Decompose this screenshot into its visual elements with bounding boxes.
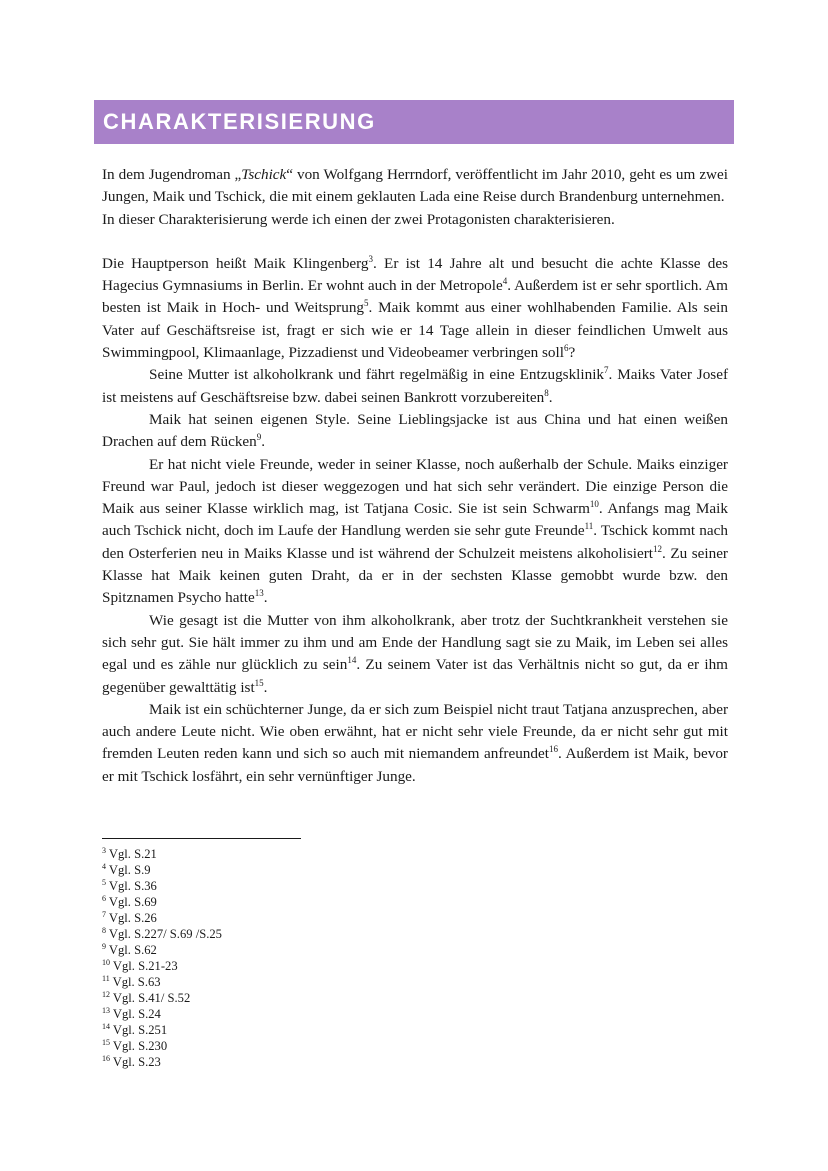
paragraph-text: . [548, 388, 553, 406]
footnote-number: 5 [102, 877, 106, 887]
footnote-ref: 4 [502, 276, 508, 287]
footnote-text: Vgl. S.23 [110, 1055, 161, 1069]
footnote-number: 14 [102, 1021, 110, 1031]
footnote-item [102, 958, 222, 974]
paragraph-text: . Maiks Vater Josef ist meistens auf Geschäftsreise bzw. dabei seinen Bankrott vorzubereiten [102, 366, 728, 406]
footnote-item [102, 926, 222, 942]
paragraph-text: . Tschick kommt nach den Osterferien neu in Maiks Klasse und ist während der Schulzeit meistens alkoholisiert [102, 522, 728, 562]
paragraph-text: Seine Mutter ist alkoholkrank und fährt regelmäßig in eine Entzugsklinik [149, 366, 605, 384]
intro-paragraph [102, 164, 728, 209]
footnote-ref: 10 [589, 499, 599, 510]
footnote-item [102, 878, 222, 894]
paragraph-3 [102, 409, 728, 454]
intro-text-end: “ von Wolfgang Herrndorf, veröffentlicht im Jahr 2010, geht es um zwei Jungen, Maik und Tschick, die mit einem geklauten Lada eine Reise durch Brandenburg unternehmen. [102, 166, 728, 206]
paragraph-text: . [261, 433, 266, 451]
footnote-number: 4 [102, 861, 106, 871]
footnote-text: Vgl. S.36 [106, 879, 157, 893]
paragraph-4 [102, 454, 728, 610]
paragraph-text: . Anfangs mag Maik auch Tschick nicht, doch im Laufe der Handlung werden sie sehr gute Freunde [102, 500, 728, 540]
footnote-text: Vgl. S.9 [106, 863, 151, 877]
footnote-separator [102, 838, 301, 839]
footnote-ref: 7 [604, 365, 609, 376]
footnote-number: 11 [102, 973, 110, 983]
footnote-ref: 8 [544, 387, 549, 398]
footnote-number: 8 [102, 925, 106, 935]
paragraph-2 [102, 364, 728, 409]
footnote-text: Vgl. S.21 [106, 847, 157, 861]
intro-text-start: In dem Jugendroman „ [102, 166, 242, 183]
paragraph-text: Die Hauptperson heißt Maik Klingenberg [102, 254, 369, 272]
paragraph-6 [102, 699, 728, 788]
footnote-item [102, 1006, 222, 1022]
footnote-ref: 3 [368, 253, 374, 264]
footnote-item [102, 862, 222, 878]
footnote-ref: 16 [548, 744, 558, 755]
footnote-number: 9 [102, 941, 106, 951]
paragraph-text: Er hat nicht viele Freunde, weder in seiner Klasse, noch außerhalb der Schule. Maiks einziger Freund war Paul, jedoch ist dieser weggezogen und hat sich sehr verändert. Die einzige Person die Maik aus seiner Klasse wirklich mag, ist Tatjana Cosic. Sie ist sein Schwarm [102, 455, 728, 518]
footnote-item [102, 942, 222, 958]
footnote-item [102, 990, 222, 1006]
footnote-ref: 5 [364, 298, 369, 309]
intro-paragraph-2 [102, 209, 728, 231]
footnote-ref: 12 [653, 543, 663, 554]
footnote-item [102, 974, 222, 990]
footnote-item [102, 846, 222, 862]
footnote-number: 12 [102, 989, 110, 999]
footnote-text: Vgl. S.251 [110, 1023, 168, 1037]
footnote-list [102, 846, 222, 1070]
footnote-text: Vgl. S.21-23 [110, 959, 178, 973]
footnote-number: 3 [102, 845, 106, 855]
footnote-ref: 15 [254, 677, 264, 688]
paragraph-text: . Außerdem ist er sehr sportlich. Am besten ist Maik in Hoch- und Weitsprung [102, 277, 728, 317]
paragraph-text: . Er ist 14 Jahre alt und besucht die achte Klasse des Hagecius Gymnasiums in Berlin. Er wohnt auch in der Metropole [102, 254, 728, 295]
footnote-item [102, 910, 222, 926]
footnote-number: 13 [102, 1005, 110, 1015]
paragraph-text: Wie gesagt ist die Mutter von ihm alkoholkrank, aber trotz der Suchtkrankheit verstehen sie sich sehr gut. Sie hält immer zu ihm und am Ende der Handlung sagt sie zu Maik, im Leben sei alles egal und es zähle nur glücklich zu sein [102, 611, 728, 674]
footnote-number: 15 [102, 1037, 110, 1047]
intro-line-2: In dieser Charakterisierung werde ich einen der zwei Protagonisten charakterisieren. [102, 210, 615, 228]
paragraph-text: . [263, 589, 268, 607]
paragraph-text: . Zu seiner Klasse hat Maik keinen guten Draht, da er in der sechsten Klasse gemobbt wurde bzw. den Spitznamen Psycho hatte [102, 544, 728, 607]
paragraph-text: . Maik kommt aus einer wohlhabenden Familie. Als sein Vater auf Geschäftsreise ist, fragt er sich wie er 14 Tage allein in dieser feindlichen Umwelt aus Swimmingpool, Klimaanlage, Pizzadienst und Videobeamer verbringen soll [102, 299, 728, 362]
footnote-text: Vgl. S.227/ S.69 /S.25 [106, 927, 222, 941]
footnote-text: Vgl. S.62 [106, 943, 157, 957]
footnote-ref: 9 [256, 432, 262, 443]
document-body [102, 164, 728, 788]
footnote-ref: 11 [584, 521, 594, 532]
footnote-text: Vgl. S.63 [109, 975, 161, 989]
footnote-number: 6 [102, 893, 106, 903]
page-title: CHARAKTERISIERUNG [103, 109, 376, 134]
footnote-number: 16 [102, 1053, 110, 1063]
footnote-text: Vgl. S.26 [106, 911, 157, 925]
footnote-number: 10 [102, 957, 110, 967]
footnote-text: Vgl. S.24 [110, 1007, 161, 1021]
footnote-ref: 6 [563, 343, 569, 354]
footnote-item [102, 1038, 222, 1054]
paragraph-text: ? [568, 344, 576, 362]
footnote-text: Vgl. S.230 [110, 1039, 168, 1053]
footnote-ref: 14 [347, 655, 357, 666]
footnote-number: 7 [102, 909, 106, 919]
paragraph-text: Maik hat seinen eigenen Style. Seine Lieblingsjacke ist aus China und hat einen weißen Drachen auf dem Rücken [102, 410, 728, 451]
paragraph-text: . Außerdem ist Maik, bevor er mit Tschick losfährt, ein sehr vernünftiger Junge. [102, 745, 728, 785]
paragraph-5 [102, 610, 728, 699]
footnote-ref: 13 [254, 588, 264, 599]
paragraph-1 [102, 253, 728, 364]
paragraph-text: . [263, 678, 268, 696]
footnote-text: Vgl. S.41/ S.52 [110, 991, 191, 1005]
paragraph-text: Maik ist ein schüchterner Junge, da er sich zum Beispiel nicht traut Tatjana anzusprechen, aber auch andere Leute nicht. Wie oben erwähnt, hat er nicht sehr viele Freunde, da er nicht sehr gut mit fremden Leuten reden kann und sich so auch mit niemandem anfreundet [102, 700, 728, 763]
footnote-item [102, 894, 222, 910]
paragraph-text: . Zu seinem Vater ist das Verhältnis nicht so gut, da er ihm gegenüber gewalttätig ist [102, 656, 728, 696]
paragraph-gap [102, 231, 728, 253]
heading-banner [94, 100, 734, 144]
footnote-text: Vgl. S.69 [106, 895, 157, 909]
book-title: Tschick [241, 166, 287, 183]
footnote-item [102, 1054, 222, 1070]
footnote-item [102, 1022, 222, 1038]
